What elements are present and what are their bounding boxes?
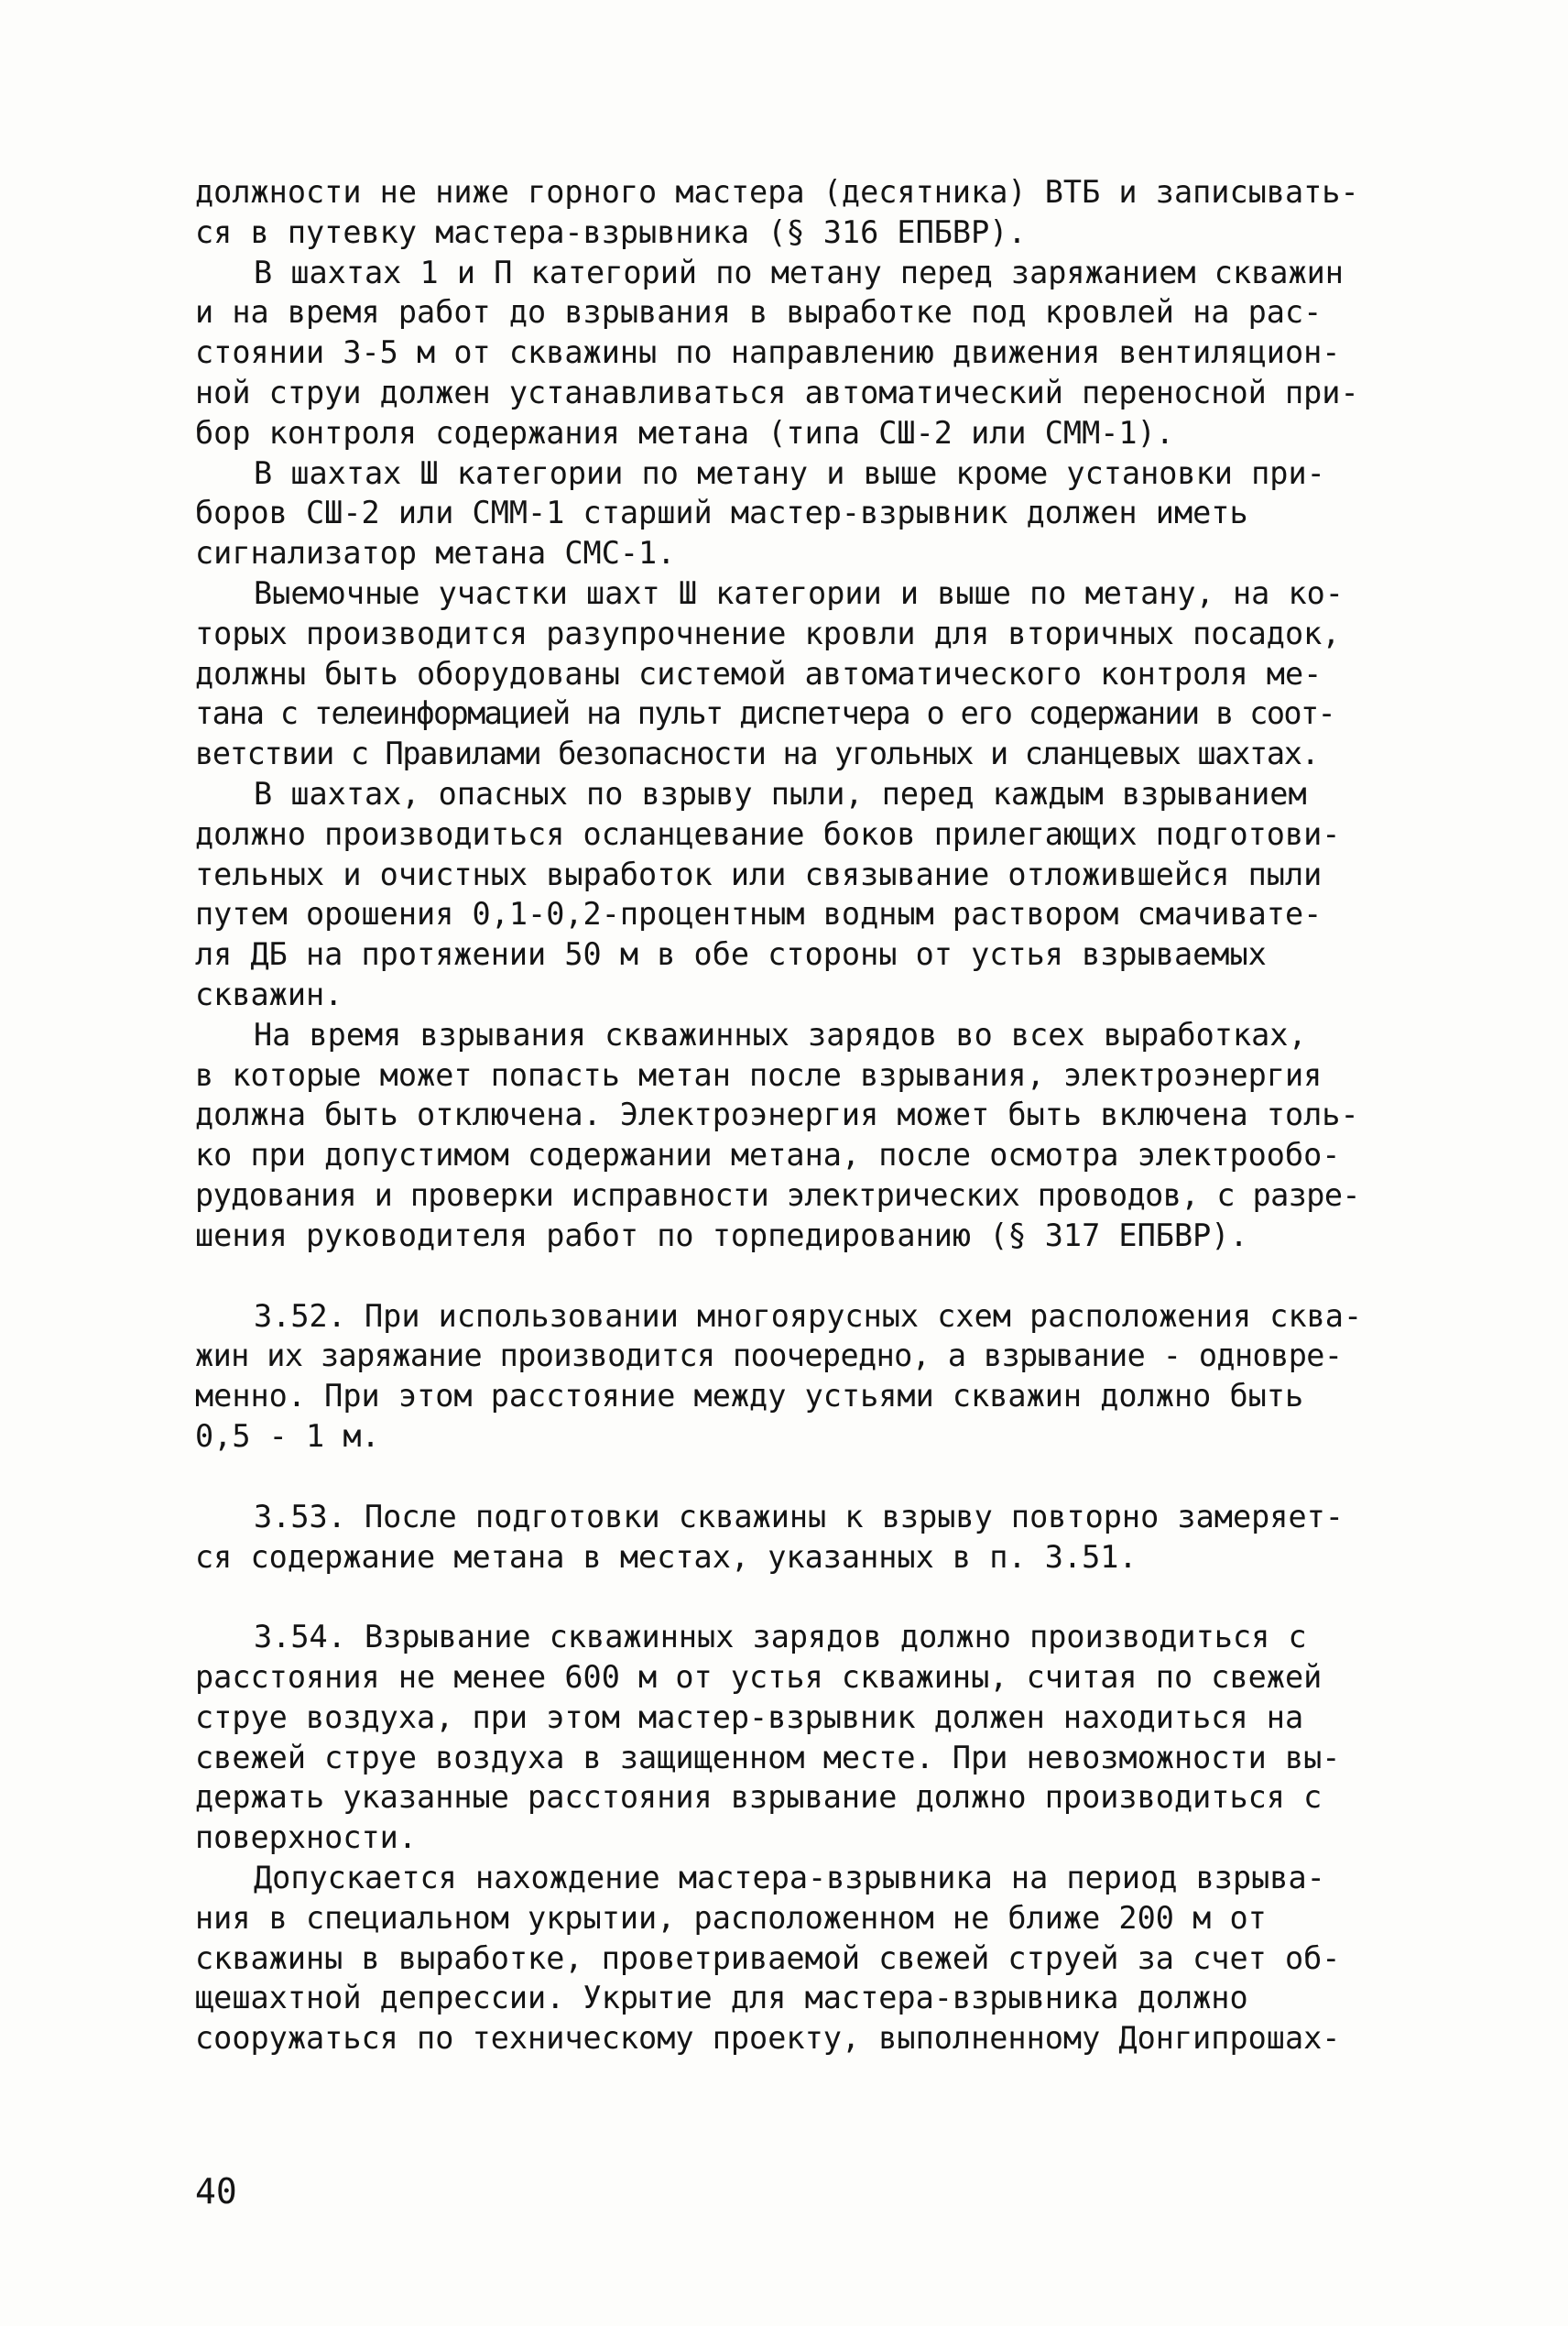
text-line: скважины в выработке, проветриваемой свежей струей за счет об-	[195, 1939, 1341, 1976]
text-line: ной струи должен устанавливаться автоматический переносной при-	[195, 374, 1359, 410]
paragraph	[195, 774, 1413, 1015]
text-line: сигнализатор метана СМС-1.	[195, 535, 676, 572]
text-line: сооружаться по техническому проекту, выполненному Донгипрошах-	[195, 2020, 1341, 2057]
text-line: Допускается нахождение мастера-взрывника на период взрыва-	[254, 1860, 1325, 1896]
section-gap	[195, 1256, 1413, 1296]
text-line: стоянии 3-5 м от скважины по направлению движения вентиляцион-	[195, 334, 1341, 371]
text-line: менно. При этом расстояние между устьями скважин должно быть	[195, 1378, 1304, 1414]
text-line: путем орошения 0,1-0,2-процентным водным раствором смачивате-	[195, 896, 1323, 933]
text-line: держать указанные расстояния взрывание должно производиться с	[195, 1779, 1323, 1816]
text-line: В шахтах 1 и П категорий по метану перед заряжанием скважин	[254, 254, 1344, 290]
text-line: бор контроля содержания метана (типа СШ-2 или СММ-1).	[195, 414, 1174, 451]
text-line: ветствии с Правилами безопасности на угольных и сланцевых шахтах.	[195, 736, 1319, 772]
paragraph	[195, 573, 1413, 774]
text-line: 3.52. При использовании многоярусных схем расположения сква-	[254, 1297, 1363, 1334]
text-line: расстояния не менее 600 м от устья скважины, считая по свежей	[195, 1659, 1323, 1696]
section-3-53	[195, 1497, 1413, 1578]
text-line: ся в путевку мастера-взрывника (§ 316 ЕПБВР).	[195, 213, 1027, 250]
text-line: На время взрывания скважинных зарядов во всех выработках,	[254, 1016, 1307, 1053]
text-line: ся содержание метана в местах, указанных в п. 3.51.	[195, 1538, 1138, 1575]
text-line: ния в специальном укрытии, расположенном не ближе 200 м от	[195, 1899, 1267, 1936]
section-3-54	[195, 1617, 1413, 1858]
text-line: шения руководителя работ по торпедированию (§ 317 ЕПБВР).	[195, 1217, 1248, 1253]
text-line: В шахтах, опасных по взрыву пыли, перед каждым взрыванием	[254, 775, 1307, 812]
paragraph	[195, 172, 1413, 253]
text-line: 0,5 - 1 м.	[195, 1417, 380, 1454]
text-line: тельных и очистных выработок или связывание отложившейся пыли	[195, 856, 1323, 892]
text-line: тана с телеинформацией на пульт диспетчера о его содержании в соот-	[195, 695, 1335, 732]
text-line: должно производиться осланцевание боков прилегающих подготови-	[195, 815, 1341, 852]
text-line: ко при допустимом содержании метана, после осмотра электрообо-	[195, 1137, 1341, 1174]
text-line: ля ДБ на протяжении 50 м в обе стороны от устья взрываемых	[195, 936, 1267, 973]
text-line: и на время работ до взрывания в выработке под кровлей на рас-	[195, 294, 1323, 331]
section-gap	[195, 1457, 1413, 1497]
text-line: боров СШ-2 или СММ-1 старший мастер-взрывник должен иметь	[195, 495, 1248, 531]
text-line: в которые может попасть метан после взрывания, электроэнергия	[195, 1056, 1323, 1093]
text-line: 3.53. После подготовки скважины к взрыву повторно замеряет-	[254, 1498, 1344, 1534]
section-3-52	[195, 1296, 1413, 1457]
page-number: 40	[195, 2171, 237, 2211]
text-line: жин их заряжание производится поочередно, а взрывание - одновре-	[195, 1338, 1343, 1374]
body-text	[195, 172, 1413, 2058]
text-line: В шахтах Ш категории по метану и выше кроме установки при-	[254, 454, 1325, 491]
text-line: Выемочные участки шахт Ш категории и выше по метану, на ко-	[254, 574, 1344, 611]
text-line: должности не ниже горного мастера (десятника) ВТБ и записывать-	[195, 174, 1359, 210]
text-line: торых производится разупрочнение кровли для вторичных посадок,	[195, 615, 1341, 651]
text-line: щешахтной депрессии. Укрытие для мастера-взрывника должно	[195, 1980, 1248, 2016]
paragraph	[195, 253, 1413, 453]
paragraph	[195, 1858, 1413, 2058]
text-line: должны быть оборудованы системой автоматического контроля ме-	[195, 655, 1323, 692]
paragraph	[195, 1015, 1413, 1256]
text-line: струе воздуха, при этом мастер-взрывник должен находиться на	[195, 1698, 1304, 1735]
text-line: поверхности.	[195, 1819, 418, 1856]
text-line: 3.54. Взрывание скважинных зарядов должно производиться с	[254, 1619, 1307, 1655]
section-gap	[195, 1577, 1413, 1617]
text-line: рудования и проверки исправности электрических проводов, с разре-	[195, 1176, 1360, 1213]
text-line: скважин.	[195, 976, 343, 1012]
text-line: свежей струе воздуха в защищенном месте. При невозможности вы-	[195, 1739, 1341, 1775]
text-line: должна быть отключена. Электроэнергия может быть включена толь-	[195, 1097, 1359, 1133]
paragraph	[195, 453, 1413, 573]
